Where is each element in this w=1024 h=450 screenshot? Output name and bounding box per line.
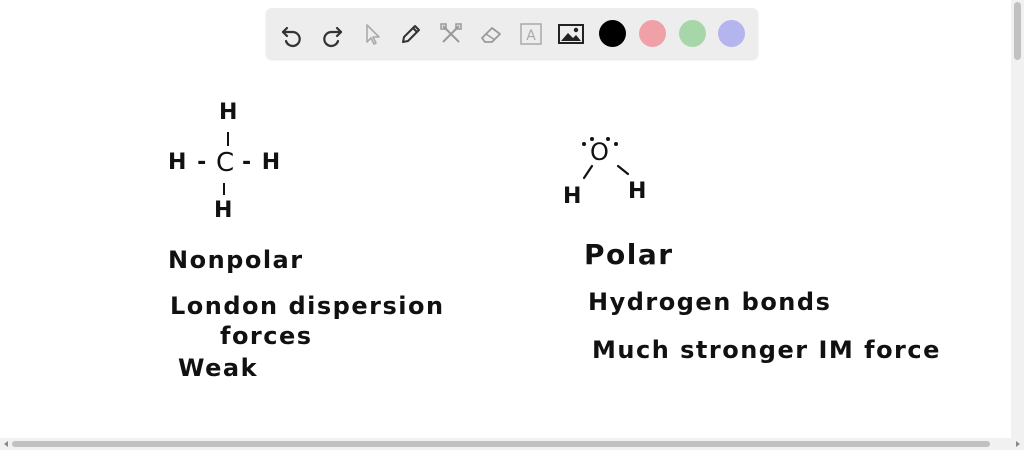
note-london-dispersion: London dispersion xyxy=(170,292,445,320)
water-oxygen: O xyxy=(590,138,611,166)
horizontal-scrollbar[interactable] xyxy=(0,438,1024,450)
vertical-scrollbar[interactable] xyxy=(1011,0,1024,438)
undo-icon xyxy=(278,20,306,48)
image-button[interactable] xyxy=(554,17,588,51)
water-right-hydrogen: H xyxy=(628,179,648,204)
note-forces: forces xyxy=(220,322,313,350)
image-icon xyxy=(557,20,585,48)
tools-icon xyxy=(437,20,465,48)
eraser-icon xyxy=(477,20,505,48)
whiteboard-canvas[interactable] xyxy=(0,60,1011,438)
note-hydrogen-bonds: Hydrogen bonds xyxy=(588,288,832,316)
text-icon xyxy=(517,20,545,48)
tools-button[interactable] xyxy=(434,17,468,51)
horizontal-scroll-thumb[interactable] xyxy=(12,441,990,447)
bond-line xyxy=(227,132,229,146)
color-swatch-black[interactable] xyxy=(599,20,626,47)
note-polar: Polar xyxy=(584,238,674,271)
color-swatch-lavender[interactable] xyxy=(718,20,745,47)
scroll-left-arrow-icon[interactable] xyxy=(2,440,10,448)
water-left-hydrogen: H xyxy=(563,184,583,209)
methane-right-hydrogen: - H xyxy=(242,150,282,175)
methane-left-hydrogen: H - xyxy=(168,150,208,175)
pointer-button[interactable] xyxy=(355,17,389,51)
note-stronger-im-force: Much stronger IM force xyxy=(592,336,941,364)
methane-top-hydrogen: H xyxy=(219,100,239,125)
undo-button[interactable] xyxy=(275,17,309,51)
redo-button[interactable] xyxy=(315,17,349,51)
text-tool-label: A xyxy=(526,28,536,44)
redo-icon xyxy=(318,20,346,48)
bond-line xyxy=(223,183,225,195)
methane-carbon: C xyxy=(216,148,236,178)
color-swatch-green[interactable] xyxy=(679,20,706,47)
pencil-icon xyxy=(397,20,425,48)
scroll-right-arrow-icon[interactable] xyxy=(1014,440,1022,448)
drawing-toolbar xyxy=(266,8,758,59)
text-button[interactable] xyxy=(514,17,548,51)
pointer-icon xyxy=(358,20,386,48)
eraser-button[interactable] xyxy=(474,17,508,51)
vertical-scroll-thumb[interactable] xyxy=(1014,2,1021,60)
pencil-button[interactable] xyxy=(394,17,428,51)
methane-bottom-hydrogen: H xyxy=(214,198,234,223)
note-nonpolar: Nonpolar xyxy=(168,246,304,274)
color-swatch-pink[interactable] xyxy=(639,20,666,47)
note-weak: Weak xyxy=(178,354,259,382)
